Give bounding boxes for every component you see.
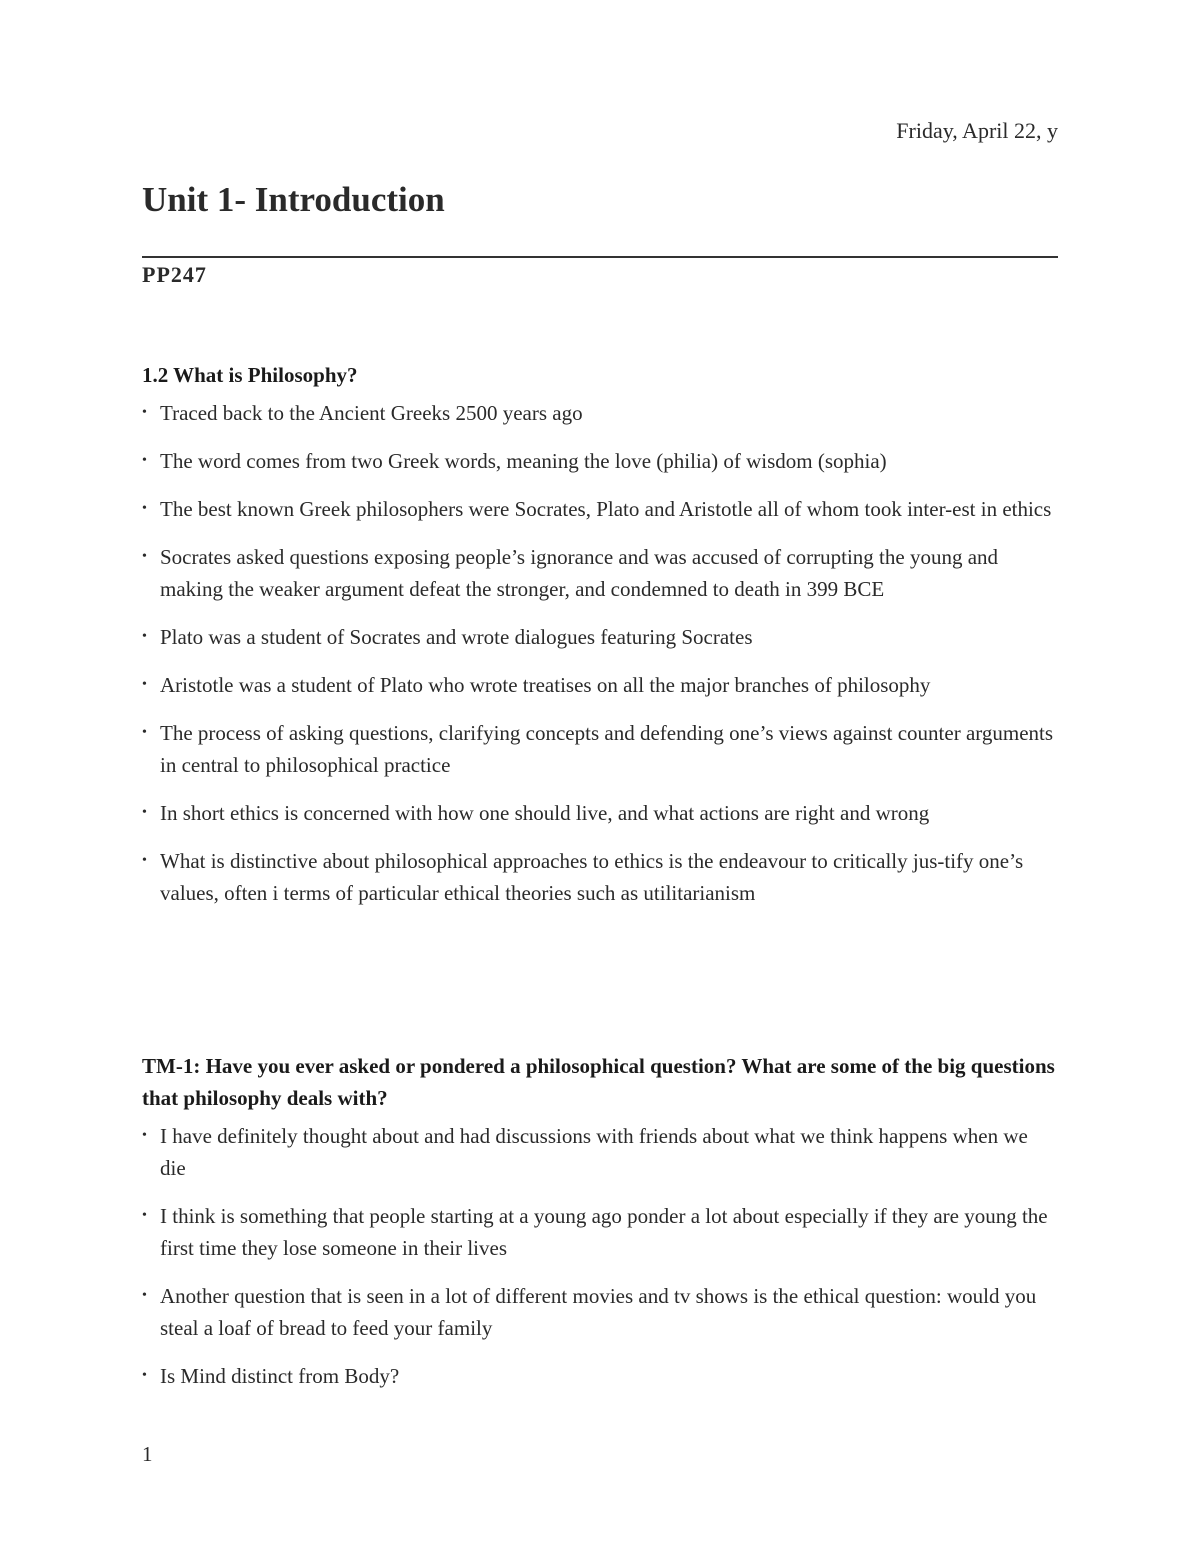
course-code: PP247	[142, 262, 207, 287]
list-item: • The process of asking questions, clarifying concepts and defending one’s views against counter arguments in central to philosophical practice	[142, 717, 1058, 781]
header-date: Friday, April 22, y	[896, 118, 1058, 143]
section-heading: 1.2 What is Philosophy?	[142, 363, 358, 387]
list-item: • I have definitely thought about and had discussions with friends about what we think happens when we die	[142, 1120, 1058, 1184]
list-item: • The best known Greek philosophers were Socrates, Plato and Aristotle all of whom took inter-est in ethics	[142, 493, 1058, 525]
list-item: • I think is something that people starting at a young ago ponder a lot about especially if they are young the first time they lose someone in their lives	[142, 1200, 1058, 1264]
page-title: Unit 1- Introduction	[142, 180, 445, 219]
list-item: • Another question that is seen in a lot of different movies and tv shows is the ethical question: would you steal a loaf of bread to feed your family	[142, 1280, 1058, 1344]
bullet-list	[142, 1120, 1058, 1392]
list-item: • Socrates asked questions exposing people’s ignorance and was accused of corrupting the young and making the weaker argument defeat the stronger, and condemned to death in 399 BCE	[142, 541, 1058, 605]
list-item: • Is Mind distinct from Body?	[142, 1360, 1058, 1392]
title-divider	[142, 256, 1058, 258]
list-item: • What is distinctive about philosophical approaches to ethics is the endeavour to critically jus-tify one’s values, often i terms of particular ethical theories such as utilitarianism	[142, 845, 1058, 909]
list-item: • Plato was a student of Socrates and wrote dialogues featuring Socrates	[142, 621, 1058, 653]
list-item: • The word comes from two Greek words, meaning the love (philia) of wisdom (sophia)	[142, 445, 1058, 477]
list-item: • In short ethics is concerned with how one should live, and what actions are right and wrong	[142, 797, 1058, 829]
section-tm-1	[142, 1050, 1058, 1408]
bullet-list	[142, 397, 1058, 909]
list-item: • Aristotle was a student of Plato who wrote treatises on all the major branches of philosophy	[142, 669, 1058, 701]
section-what-is-philosophy	[142, 359, 1058, 925]
page-number: 1	[142, 1442, 153, 1466]
list-item: • Traced back to the Ancient Greeks 2500 years ago	[142, 397, 1058, 429]
section-heading: TM-1: Have you ever asked or pondered a philosophical question? What are some of the big questions that philosophy deals with?	[142, 1054, 1055, 1110]
